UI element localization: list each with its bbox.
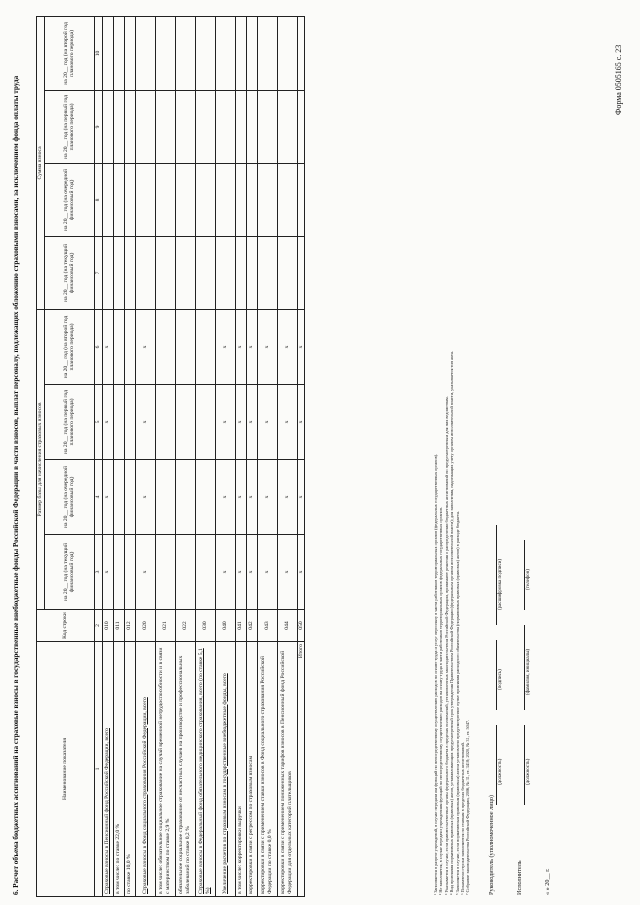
footnote: ² Не заполняется, в случае передачи учреждениям функций по непосредственному осуществлению расходов на оплату труда в части работников территориальных органов федеральных государственных органов. [438,507,444,895]
header-sum-group: Сумма взноса [37,16,45,309]
footnote: ³ Указывается в случае, если правительственные органы федерального бюджета в пределах полномочий, установленных законодательством Российской Федерации, принимают решения о распределении бюджетных ассигнований по предусмотренным для них ведомствам. [443,396,449,895]
footnote: ⁶ Показатели строки заполняются по ставкам в пределах бюджетных ассигнований. [460,742,466,895]
table-row [246,16,257,896]
row-code: 030 [195,610,215,642]
table-cell [175,460,195,535]
column-numbers-row [94,16,102,896]
cap-fio: (фамилия, инициалы) [526,648,531,695]
table-cell [175,385,195,460]
table-row [124,16,135,896]
table-cell [102,90,113,163]
cell-x-mark: x [102,460,113,535]
cell-x-mark: x [135,535,155,610]
cell-x-mark: x [257,385,277,460]
row-code: 012 [124,610,135,642]
date-text: « » 20__ г. [544,868,551,895]
cell-x-mark: x [135,309,155,384]
table-cell [246,163,257,236]
table-cell [124,16,135,90]
table-cell [175,535,195,610]
row-code: 042 [246,610,257,642]
table-cell [257,90,277,163]
cap-phone: (телефон) [526,569,531,590]
exec-position-line [516,725,525,805]
table-cell [124,236,135,309]
table-cell [195,309,215,384]
table-cell [102,236,113,309]
row-name: в том числе: по ставке 22,0 % [113,642,124,897]
row-code: 041 [235,610,246,642]
cell-x-mark: x [246,460,257,535]
cap-position: (должность) [498,758,503,785]
table-cell [135,90,155,163]
itogo-x: x [297,385,305,460]
form-code: Форма 0505165 с. 23 [614,44,623,115]
table-row [257,16,277,896]
itogo-code: 050 [297,610,305,642]
table-cell [175,16,195,90]
itogo-cell [297,163,305,236]
table-cell [113,460,124,535]
itogo-label: Итого [297,642,305,897]
table-cell [102,16,113,90]
header-period: на 20__ год (на первый год планового периода) [44,385,94,460]
head-signature-line [488,640,497,710]
table-cell [124,535,135,610]
table-row [235,16,246,896]
table-cell [195,163,215,236]
row-name: корректировки в связи с применением ставки взносов в Фонд социального страхования Российской Федерации по ставке 0,0 % [257,642,277,897]
calculation-table [36,16,305,897]
table-cell [235,16,246,90]
table-cell [135,16,155,90]
column-number: 2 [94,610,102,642]
table-cell [124,385,135,460]
header-period: на 20__ год (на второй год планового периода) [44,16,94,90]
cell-x-mark: x [235,460,246,535]
cell-x-mark: x [102,309,113,384]
table-cell [155,163,175,236]
table-cell [124,90,135,163]
footnote: ⁴ Вид признания нормативных правовых (правовых) актов, устанавливающих предусмотренный срок утверждения Правительством Российской Федерации (федеральным органом исполнительной власти); для заполнения, надлежащих учету органом исполнительной власти, указывается тип акта. [449,351,455,895]
header-period: на 20__ год (на текущий финансовый год) [44,535,94,610]
itogo-x: x [297,460,305,535]
column-number: 5 [94,385,102,460]
cell-x-mark: x [277,309,297,384]
column-number: 3 [94,535,102,610]
table-cell [113,385,124,460]
cell-x-mark: x [215,309,235,384]
table-cell [175,90,195,163]
cell-x-mark: x [215,385,235,460]
table-cell [257,16,277,90]
header-name: Наименование показателя [37,642,95,897]
cell-x-mark: x [277,460,297,535]
column-number: 1 [94,642,102,897]
row-name: в том числе: корректировки выручки [235,642,246,897]
table-cell [175,309,195,384]
table-cell [195,90,215,163]
header-period: на 20__ год (на первый год планового периода) [44,90,94,163]
table-cell [215,90,235,163]
cell-x-mark: x [135,460,155,535]
row-name: Увеличение расчетов по страховым взносам в государственные внебюджетные фонды, всего [215,642,235,897]
exec-fio-line [516,625,525,710]
header-period: на 20__ год (на очередной финансовый год) [44,163,94,236]
cell-x-mark: x [215,535,235,610]
table-row [277,16,297,896]
table-cell [215,163,235,236]
table-cell [175,163,195,236]
footnote: ¹ Заполняется в разрезе учреждений, в случае передачи им функций по непосредственному осуществлению расходов по оплате труда и услуг персоналу в части работников территориальных органов (федеральных государственных органов). [433,453,438,895]
table-cell [155,309,175,384]
table-row [215,16,235,896]
footnotes [433,25,471,895]
header-period: на 20__ год (на текущий финансовый год) [44,236,94,309]
column-number: 6 [94,309,102,384]
cell-x-mark: x [246,309,257,384]
table-cell [215,16,235,90]
exec-label: Исполнитель [516,860,523,895]
table-cell [124,460,135,535]
cell-x-mark: x [215,460,235,535]
table-cell [195,236,215,309]
row-code: 043 [257,610,277,642]
itogo-cell [297,236,305,309]
cell-x-mark: x [102,535,113,610]
table-row [175,16,195,896]
table-cell [113,535,124,610]
exec-phone-line [516,540,525,610]
row-name: Страховые взносы в Федеральный фонд обязательного медицинского страхования, всего (по ставке 5,1 %) [195,642,215,897]
table-cell [246,90,257,163]
table-cell [102,163,113,236]
column-number: 7 [94,236,102,309]
table-row [155,16,175,896]
table-cell [155,460,175,535]
row-code: 021 [155,610,175,642]
table-cell [277,90,297,163]
head-label: Руководитель (уполномоченное лицо) [488,795,495,895]
column-number: 10 [94,16,102,90]
table-cell [277,16,297,90]
cell-x-mark: x [257,309,277,384]
section-title: 6. Расчет объема бюджетных ассигнований на страховые взносы в государственные внебюджетные фонды Российской Федерации в части взносов, выплат персоналу, подлежащих обложению страховыми взносами, за исключением фонда оплаты труда [12,75,20,895]
table-cell [113,309,124,384]
table-cell [235,163,246,236]
table-cell [113,90,124,163]
table-row [113,16,124,896]
header-period: на 20__ год (на второй год планового периода) [44,309,94,384]
cell-x-mark: x [246,385,257,460]
footnote: ⁵ Заполняется в случае, если нормативным правовым (правовым) актом установлено предусмотренное пункт признания расходного обязательства (нормативных правовых (правовых) актов) в расходе бюджета. [454,511,460,895]
cap-name: (расшифровка подписи) [498,558,503,610]
table-cell [155,385,175,460]
row-code: 020 [135,610,155,642]
table-cell [215,236,235,309]
cap-position: (должность) [526,758,531,785]
table-cell [155,535,175,610]
table-cell [195,385,215,460]
cell-x-mark: x [235,385,246,460]
head-name-line [488,525,497,625]
table-cell [175,236,195,309]
header-code: Код строки [37,610,95,642]
row-code: 010 [102,610,113,642]
column-number: 9 [94,90,102,163]
itogo-row [297,16,305,896]
table-cell [124,309,135,384]
row-name: Страховые взносы в Фонд социального страхования Российской Федерации, всего [135,642,155,897]
table-cell [195,460,215,535]
table-cell [235,90,246,163]
cell-x-mark: x [257,460,277,535]
cell-x-mark: x [102,385,113,460]
table-cell [135,236,155,309]
cell-x-mark: x [235,309,246,384]
table-row [102,16,113,896]
table-cell [257,236,277,309]
itogo-cell [297,90,305,163]
row-code: 044 [277,610,297,642]
table-cell [246,236,257,309]
head-position-line [488,725,497,805]
table-cell [277,236,297,309]
row-code: 011 [113,610,124,642]
row-name: в том числе: обязательное социальное страхование на случай временной нетрудоспособности и в связи с материнством по ставке 2,9 % [155,642,175,897]
table-cell [195,535,215,610]
cap-signature: (подпись) [498,669,503,690]
cell-x-mark: x [277,385,297,460]
table-cell [135,163,155,236]
table-cell [113,16,124,90]
table-row [195,16,215,896]
cell-x-mark: x [135,385,155,460]
cell-x-mark: x [277,535,297,610]
row-name: корректировки в связи с применением пониженных тарифов взносов в Пенсионный фонд Российской Федерации для отдельных категорий плательщиков [277,642,297,897]
table-cell [113,163,124,236]
column-number: 8 [94,163,102,236]
row-name: корректировки в связи с регрессом по страховым взносам [246,642,257,897]
table-cell [155,90,175,163]
cell-x-mark: x [246,535,257,610]
table-cell [124,163,135,236]
header-base-group: Размер базы для начисления страховых взносов [37,309,45,609]
column-number: 4 [94,460,102,535]
header-period: на 20__ год (на очередной финансовый год) [44,460,94,535]
table-cell [195,16,215,90]
cell-x-mark: x [235,535,246,610]
table-cell [155,16,175,90]
itogo-x: x [297,535,305,610]
footnote: ⁷ Собрание законодательства Российской Федерации, 2006, № 31, ст. 3418; 2020, № 31, ст. 5047. [465,719,471,895]
table-cell [277,163,297,236]
table-cell [235,236,246,309]
row-name: обязательное социальное страхование от несчастных случаев на производстве и профессиональных заболеваний по ставке 0,2 % [175,642,195,897]
table-cell [246,16,257,90]
table-cell [155,236,175,309]
itogo-x: x [297,309,305,384]
cell-x-mark: x [257,535,277,610]
table-body [102,16,297,896]
itogo-cell [297,16,305,90]
row-name: Страховые взносы в Пенсионный фонд Российской Федерации, всего [102,642,113,897]
row-name: по ставке 10,0 % [124,642,135,897]
table-row [135,16,155,896]
row-code: 040 [215,610,235,642]
table-cell [257,163,277,236]
row-code: 022 [175,610,195,642]
table-cell [113,236,124,309]
